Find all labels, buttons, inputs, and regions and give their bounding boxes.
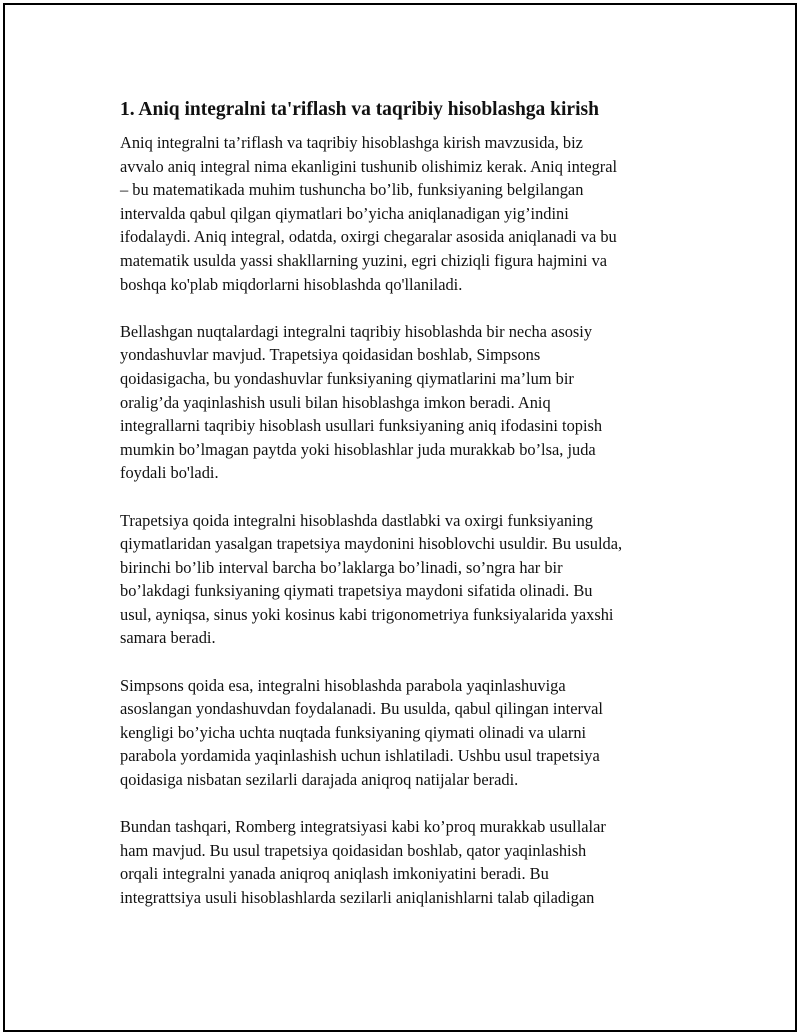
paragraph-line: bo’lakdagi funksiyaning qiymati trapetsiya maydoni sifatida olinadi. Bu xyxy=(120,581,593,601)
section-heading: 1. Aniq integralni ta'riflash va taqribiy hisoblashga kirish xyxy=(120,99,599,120)
paragraph-line: oralig’da yaqinlashish usuli bilan hisoblashga imkon beradi. Aniq xyxy=(120,392,551,412)
paragraph-line: Aniq integralni ta’riflash va taqribiy hisoblashga kirish mavzusida, biz xyxy=(120,133,583,152)
document-body xyxy=(120,97,700,933)
paragraph-line: – bu matematikada muhim tushuncha bo’lib, funksiyaning belgilangan xyxy=(120,180,584,200)
paragraph-line: ifodalaydi. Aniq integral, odatda, oxirgi chegaralar asosida aniqlanadi va bu xyxy=(120,227,617,247)
paragraph-line: intervalda qabul qilgan qiymatlari bo’yicha aniqlanadigan yig’indini xyxy=(120,203,569,223)
paragraph-line: birinchi bo’lib interval barcha bo’laklarga bo’linadi, so’ngra har bir xyxy=(120,557,563,577)
paragraph-line: asoslangan yondashuvdan foydalanadi. Bu usulda, qabul qilingan interval xyxy=(120,699,603,719)
paragraph-line: yondashuvlar mavjud. Trapetsiya qoidasidan boshlab, Simpsons xyxy=(120,345,541,365)
paragraph-line: qoidasigacha, bu yondashuvlar funksiyaning qiymatlarini ma’lum bir xyxy=(120,368,574,388)
paragraph-line: qiymatlaridan yasalgan trapetsiya maydonini hisoblovchi usuldir. Bu usulda, xyxy=(120,534,623,554)
paragraph-4 xyxy=(120,674,700,792)
paragraph-5 xyxy=(120,815,700,909)
paragraph-1 xyxy=(120,131,700,296)
paragraph-line: samara beradi. xyxy=(120,628,216,648)
paragraph-line: Simpsons qoida esa, integralni hisoblashda parabola yaqinlashuviga xyxy=(120,675,566,695)
paragraph-line: ham mavjud. Bu usul trapetsiya qoidasidan boshlab, qator yaqinlashish xyxy=(120,840,587,860)
paragraph-line: Trapetsiya qoida integralni hisoblashda dastlabki va oxirgi funksiyaning xyxy=(120,510,593,530)
paragraph-line: integrattsiya usuli hisoblashlarda sezilarli aniqlanishlarni talab qiladigan xyxy=(120,888,595,907)
paragraph-line: orqali integralni yanada aniqroq aniqlash imkoniyatini beradi. Bu xyxy=(120,864,549,884)
paragraph-line: Bundan tashqari, Romberg integratsiyasi kabi ko’proq murakkab usullalar xyxy=(120,817,606,837)
paragraph-line: integrallarni taqribiy hisoblash usullari funksiyaning aniq ifodasini topish xyxy=(120,416,603,436)
paragraph-2 xyxy=(120,320,700,485)
paragraph-line: qoidasiga nisbatan sezilarli darajada aniqroq natijalar beradi. xyxy=(120,770,519,790)
paragraph-line: matematik usulda yassi shakllarning yuzini, egri chiziqli figura hajmini va xyxy=(120,250,608,270)
paragraph-line: usul, ayniqsa, sinus yoki kosinus kabi trigonometriya funksiyalarida yaxshi xyxy=(120,604,614,624)
paragraph-line: kengligi bo’yicha uchta nuqtada funksiyaning qiymati olinadi va ularni xyxy=(120,722,587,742)
paragraph-line: avvalo aniq integral nima ekanligini tushunib olishimiz kerak. Aniq integral xyxy=(120,156,618,176)
paragraph-line: Bellashgan nuqtalardagi integralni taqribiy hisoblashda bir necha asosiy xyxy=(120,321,593,341)
paragraph-line: mumkin bo’lmagan paytda yoki hisoblashlar juda murakkab bo’lsa, juda xyxy=(120,439,596,459)
page-frame xyxy=(3,3,797,1032)
paragraph-3 xyxy=(120,509,700,651)
paragraph-line: boshqa ko'plab miqdorlarni hisoblashda qo'llaniladi. xyxy=(120,274,463,294)
paragraph-line: parabola yordamida yaqinlashish uchun ishlatiladi. Ushbu usul trapetsiya xyxy=(120,746,600,766)
paragraph-line: foydali bo'ladi. xyxy=(120,463,219,483)
